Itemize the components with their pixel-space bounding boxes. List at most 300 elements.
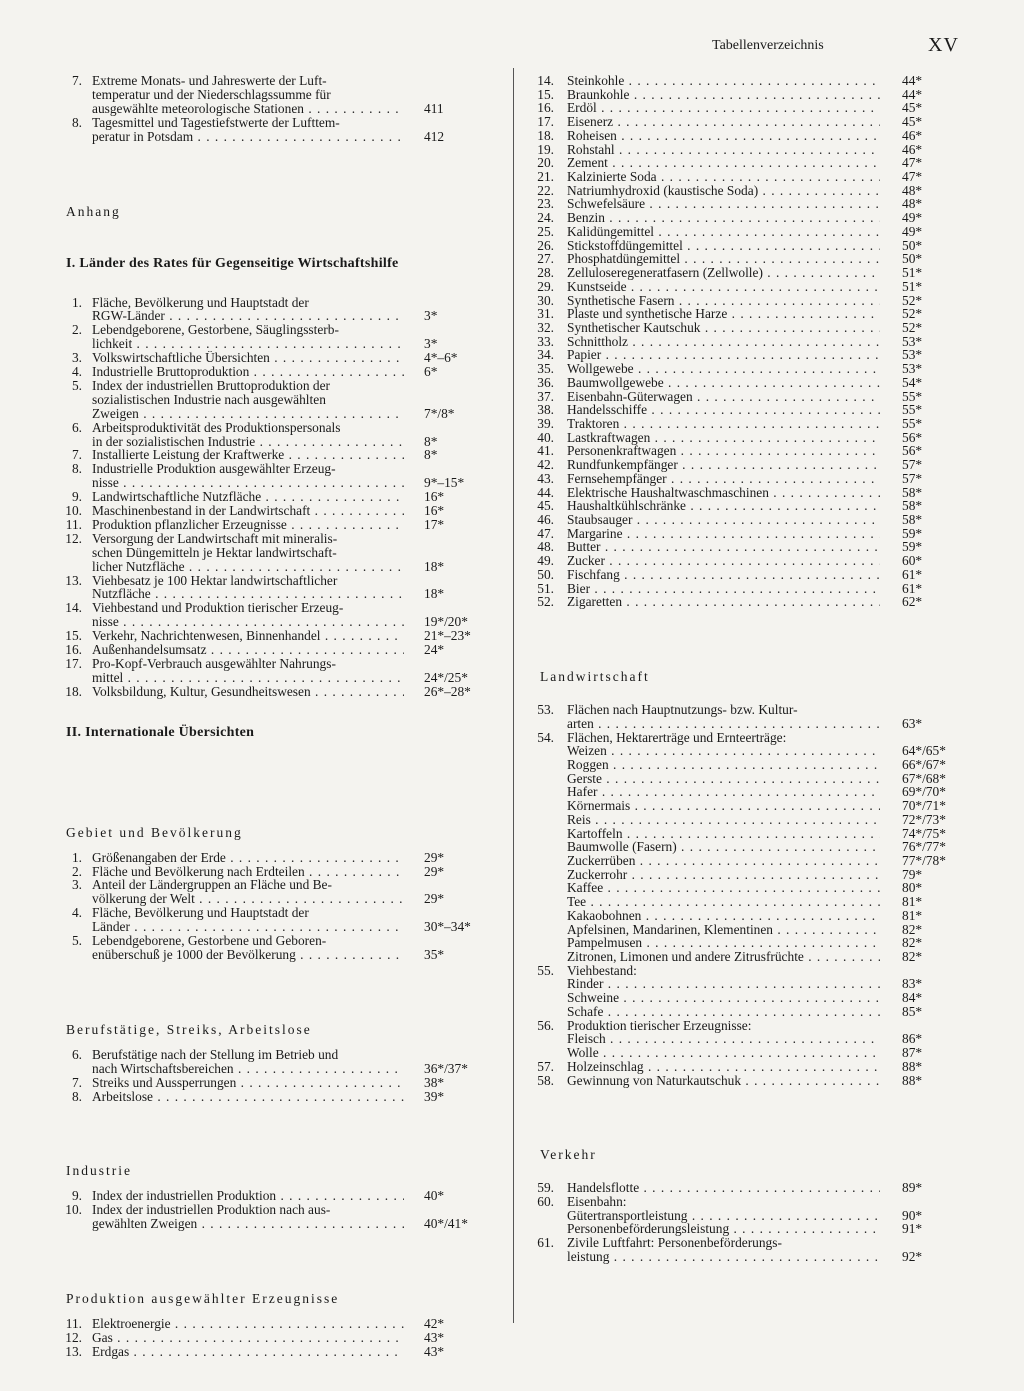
entry-title: Fläche, Bevölkerung und Hauptstadt der bbox=[92, 905, 309, 921]
entry-title: Zement . . . bbox=[567, 156, 880, 170]
toc-entry-line bbox=[0, 813, 1010, 827]
entry-title: Elektrische Haushaltwaschmaschinen . . . bbox=[567, 486, 880, 500]
entry-title: Synthetischer Kautschuk . . . bbox=[567, 321, 880, 335]
entry-page-number: 51* bbox=[902, 265, 923, 281]
entry-page-number: 92* bbox=[902, 1248, 923, 1264]
entry-page-number: 45* bbox=[902, 114, 923, 130]
entry-title: Plaste und synthetische Harze . . . bbox=[567, 307, 880, 321]
entry-title: nisse . . . bbox=[92, 615, 404, 629]
entry-page-number: 62* bbox=[902, 594, 923, 610]
entry-title: sozialistischen Industrie nach ausgewählten bbox=[92, 391, 326, 407]
entry-page-number: 24*/25* bbox=[424, 669, 468, 685]
section-heading: Anhang bbox=[66, 203, 121, 219]
entry-title: Butter . . . bbox=[567, 540, 880, 554]
toc-entry-line bbox=[0, 197, 1010, 211]
toc-entry-line bbox=[0, 1345, 500, 1359]
entry-page-number: 57* bbox=[902, 457, 923, 473]
entry-title: Margarine . . . bbox=[567, 527, 880, 541]
entry-page-number: 58* bbox=[902, 484, 923, 500]
entry-title: Zuckerrohr . . . bbox=[567, 868, 880, 882]
toc-entry-line bbox=[0, 280, 1010, 294]
entry-page-number: 42* bbox=[424, 1316, 445, 1332]
entry-number: 40. bbox=[537, 429, 554, 445]
entry-title: enüberschuß je 1000 der Bevölkerung . . . bbox=[92, 948, 404, 962]
entry-title: Staubsauger . . . bbox=[567, 513, 880, 527]
toc-entry-line bbox=[0, 294, 1010, 308]
entry-number: 61. bbox=[537, 1235, 554, 1251]
entry-number: 38. bbox=[537, 402, 554, 418]
entry-title: temperatur und der Niederschlagssumme für bbox=[92, 86, 331, 102]
entry-page-number: 56* bbox=[902, 429, 923, 445]
toc-entry-line bbox=[0, 991, 1010, 1005]
entry-page-number: 67*/68* bbox=[902, 770, 946, 786]
entry-number: 13. bbox=[65, 1343, 82, 1359]
toc-entry-line bbox=[0, 1222, 1010, 1236]
entry-page-number: 79* bbox=[902, 866, 923, 882]
entry-title: Tagesmittel und Tagestiefstwerte der Lufttem- bbox=[92, 114, 340, 130]
section-heading: Landwirtschaft bbox=[540, 669, 650, 685]
entry-number: 26. bbox=[537, 237, 554, 253]
entry-page-number: 59* bbox=[902, 525, 923, 541]
entry-number: 4. bbox=[71, 364, 82, 379]
entry-title: Landwirtschaftliche Nutzfläche . . . bbox=[92, 490, 404, 504]
entry-title: schen Düngemitteln je Hektar landwirtschaft- bbox=[92, 544, 337, 560]
toc-entry-line bbox=[0, 1250, 1010, 1264]
entry-page-number: 88* bbox=[902, 1058, 923, 1074]
entry-title: Personenbeförderungsleistung . . . bbox=[567, 1222, 880, 1236]
toc-entry-line bbox=[0, 540, 1010, 554]
toc-entry-line bbox=[0, 946, 1010, 965]
entry-title: Fläche und Bevölkerung nach Erdteilen . . . bbox=[92, 865, 404, 879]
entry-title: Reis . . . bbox=[567, 813, 880, 827]
toc-entry-line bbox=[0, 881, 1010, 895]
entry-page-number: 44* bbox=[902, 73, 923, 88]
entry-title: Kunstseide . . . bbox=[567, 280, 880, 294]
toc-entry-line bbox=[0, 225, 1010, 239]
entry-title: gewählten Zweigen . . . bbox=[92, 1217, 404, 1231]
entry-page-number: 30*–34* bbox=[424, 919, 471, 935]
entry-page-number: 18* bbox=[424, 586, 445, 602]
entry-number: 50. bbox=[537, 566, 554, 582]
toc-entry-line bbox=[0, 362, 1010, 376]
entry-page-number: 50* bbox=[902, 251, 923, 267]
entry-page-number: 76*/77* bbox=[902, 839, 946, 855]
entry-title: leistung . . . bbox=[567, 1250, 880, 1264]
entry-page-number: 3* bbox=[424, 308, 438, 324]
entry-title: Flächen, Hektarerträge und Ernteerträge: bbox=[567, 729, 787, 745]
toc-entry-line bbox=[0, 156, 1010, 170]
toc-entry-line bbox=[0, 717, 1010, 731]
toc-entry-line bbox=[0, 923, 1010, 937]
entry-title: Zigaretten . . . bbox=[567, 595, 880, 609]
toc-entry-line bbox=[0, 403, 1010, 417]
running-title: Tabellenverzeichnis bbox=[712, 38, 824, 53]
entry-page-number: 72*/73* bbox=[902, 811, 946, 827]
entry-page-number: 16* bbox=[424, 489, 445, 505]
entry-title: Produktion pflanzlicher Erzeugnisse . . . bbox=[92, 518, 404, 532]
entry-page-number: 47* bbox=[902, 169, 923, 185]
entry-number: 12. bbox=[65, 530, 82, 546]
toc-entry-line bbox=[0, 486, 1010, 500]
toc-entry-line bbox=[0, 964, 1010, 978]
entry-page-number: 43* bbox=[424, 1330, 445, 1345]
entry-title: Extreme Monats- und Jahreswerte der Luft- bbox=[92, 73, 327, 88]
toc-entry-line bbox=[0, 868, 1010, 882]
entry-title: Steinkohle . . . bbox=[567, 74, 880, 88]
entry-title: Verkehr, Nachrichtenwesen, Binnenhandel . . . bbox=[92, 629, 404, 643]
toc-entry-line bbox=[0, 458, 1010, 472]
toc-entry-line bbox=[0, 211, 1010, 225]
entry-title: in der sozialistischen Industrie . . . bbox=[92, 435, 404, 449]
entry-title: Roggen . . . bbox=[567, 758, 880, 772]
section-heading: II. Internationale Übersichten bbox=[66, 724, 255, 740]
entry-number: 1. bbox=[71, 849, 82, 865]
section-heading: Berufstätige, Streiks, Arbeitslose bbox=[66, 1021, 312, 1037]
entry-number: 9. bbox=[71, 489, 82, 505]
toc-entry-line bbox=[0, 472, 1010, 486]
entry-page-number: 40*/41* bbox=[424, 1216, 468, 1232]
toc-entry-line bbox=[0, 909, 1010, 923]
entry-page-number: 52* bbox=[902, 319, 923, 335]
entry-title: Index der industriellen Produktion . . . bbox=[92, 1189, 404, 1203]
entry-title: Viehbestand: bbox=[567, 962, 637, 978]
entry-number: 12. bbox=[65, 1330, 82, 1345]
entry-title: Lastkraftwagen . . . bbox=[567, 431, 880, 445]
entry-page-number: 60* bbox=[902, 553, 923, 569]
entry-page-number: 61* bbox=[902, 566, 923, 582]
entry-title: Kartoffeln . . . bbox=[567, 827, 880, 841]
entry-title: nach Wirtschaftsbereichen . . . bbox=[92, 1062, 404, 1076]
toc-entry-line bbox=[0, 527, 1010, 541]
entry-page-number: 412 bbox=[424, 128, 445, 144]
toc-entry-line bbox=[0, 1019, 1010, 1033]
entry-title: Volkswirtschaftliche Übersichten . . . bbox=[92, 351, 404, 365]
entry-title: Pro-Kopf-Verbrauch ausgewählter Nahrungs- bbox=[92, 655, 336, 671]
toc-entry-line bbox=[0, 703, 1010, 717]
page-header bbox=[0, 34, 1024, 58]
toc-entry-line bbox=[0, 266, 1010, 280]
entry-title: Versorgung der Landwirtschaft mit mineralis- bbox=[92, 530, 338, 546]
entry-number: 14. bbox=[65, 600, 82, 616]
toc-entry-line bbox=[0, 824, 1010, 841]
toc-entry-line bbox=[0, 854, 1010, 868]
entry-title: Haushaltkühlschränke . . . bbox=[567, 499, 880, 513]
entry-page-number: 70*/71* bbox=[902, 798, 946, 814]
entry-page-number: 82* bbox=[902, 935, 923, 951]
entry-title: Holzeinschlag . . . bbox=[567, 1060, 880, 1074]
toc-entry-line bbox=[0, 1074, 1010, 1088]
entry-title: Kakaobohnen . . . bbox=[567, 909, 880, 923]
entry-title: Viehbesatz je 100 Hektar landwirtschaftlicher bbox=[92, 572, 338, 588]
entry-number: 55. bbox=[537, 962, 554, 978]
entry-title: Schwefelsäure . . . bbox=[567, 197, 880, 211]
entry-page-number: 38* bbox=[424, 1074, 445, 1090]
entry-number: 60. bbox=[537, 1193, 554, 1209]
entry-title: Synthetische Fasern . . . bbox=[567, 294, 880, 308]
toc-entry-line bbox=[0, 115, 1010, 129]
entry-title: Rundfunkempfänger . . . bbox=[567, 458, 880, 472]
entry-number: 2. bbox=[71, 863, 82, 879]
toc-entry-line bbox=[0, 1032, 1010, 1046]
entry-number: 6. bbox=[71, 419, 82, 435]
entry-title: Industrielle Produktion ausgewählter Erzeug- bbox=[92, 461, 336, 477]
toc-entry-line bbox=[0, 239, 1010, 253]
entry-title: Nutzfläche . . . bbox=[92, 587, 404, 601]
toc-entry-line bbox=[0, 731, 1010, 745]
entry-page-number: 47* bbox=[902, 155, 923, 171]
entry-number: 24. bbox=[537, 210, 554, 226]
entry-title: Index der industriellen Produktion nach aus- bbox=[92, 1202, 331, 1218]
entry-page-number: 64*/65* bbox=[902, 743, 946, 759]
entry-number: 58. bbox=[537, 1072, 554, 1088]
entry-number: 5. bbox=[71, 933, 82, 948]
entry-page-number: 55* bbox=[902, 388, 923, 404]
entry-title: Arbeitsproduktivität des Produktionspersonals bbox=[92, 419, 341, 435]
entry-page-number: 91* bbox=[902, 1221, 923, 1237]
entry-number: 22. bbox=[537, 182, 554, 198]
entry-title: Traktoren . . . bbox=[567, 417, 880, 431]
entry-page-number: 53* bbox=[902, 361, 923, 377]
entry-number: 11. bbox=[65, 516, 82, 532]
entry-page-number: 18* bbox=[424, 558, 445, 574]
entry-title: Zuckerrüben . . . bbox=[567, 854, 880, 868]
toc-entry-line bbox=[0, 444, 1010, 458]
toc-entry-line bbox=[0, 499, 1010, 513]
entry-page-number: 24* bbox=[424, 642, 445, 657]
entry-title: Tee . . . bbox=[567, 895, 880, 909]
toc-entry-line bbox=[0, 348, 1010, 362]
entry-number: 37. bbox=[537, 388, 554, 404]
entry-title: Index der industriellen Bruttoproduktion der bbox=[92, 377, 331, 393]
toc-entry-line bbox=[0, 143, 1010, 157]
entry-title: Apfelsinen, Mandarinen, Klementinen . . . bbox=[567, 923, 880, 937]
entry-page-number: 4*–6* bbox=[424, 350, 458, 366]
entry-page-number: 81* bbox=[902, 907, 923, 923]
entry-title: Schweine . . . bbox=[567, 991, 880, 1005]
toc-entry-line bbox=[0, 333, 1010, 352]
entry-page-number: 48* bbox=[902, 196, 923, 212]
entry-title: Weizen . . . bbox=[567, 744, 880, 758]
toc-entry-line bbox=[0, 657, 500, 671]
entry-page-number: 56* bbox=[902, 443, 923, 459]
toc-entry-line bbox=[0, 1236, 1010, 1250]
entry-title: Fleisch . . . bbox=[567, 1032, 880, 1046]
toc-entry-line bbox=[0, 170, 1010, 184]
entry-number: 5. bbox=[71, 377, 82, 393]
toc-entry-line bbox=[0, 306, 1010, 324]
entry-number: 16. bbox=[537, 100, 554, 116]
toc-entry-line bbox=[0, 785, 1010, 799]
section-heading: Industrie bbox=[66, 1163, 132, 1179]
entry-title: Handelsschiffe . . . bbox=[567, 403, 880, 417]
entry-title: Zelluloseregeneratfasern (Zellwolle) . . . bbox=[567, 266, 880, 280]
entry-page-number: 90* bbox=[902, 1207, 923, 1223]
entry-title: licher Nutzfläche . . . bbox=[92, 560, 404, 574]
entry-title: Fernsehempfänger . . . bbox=[567, 472, 880, 486]
entry-page-number: 36*/37* bbox=[424, 1060, 468, 1076]
entry-number: 48. bbox=[537, 539, 554, 555]
entry-number: 42. bbox=[537, 457, 554, 473]
section-heading: Gebiet und Bevölkerung bbox=[66, 824, 243, 840]
entry-title: Maschinenbestand in der Landwirtschaft . . . bbox=[92, 504, 404, 518]
section-heading: Verkehr bbox=[540, 1147, 597, 1163]
entry-number: 28. bbox=[537, 265, 554, 281]
entry-title: Fläche, Bevölkerung und Hauptstadt der bbox=[92, 294, 309, 310]
toc-entry-line bbox=[0, 1090, 500, 1104]
entry-number: 20. bbox=[537, 155, 554, 171]
entry-title: Anteil der Ländergruppen an Fläche und Be- bbox=[92, 877, 332, 893]
entry-page-number: 45* bbox=[902, 100, 923, 116]
entry-number: 15. bbox=[537, 86, 554, 102]
entry-page-number: 44* bbox=[902, 86, 923, 102]
entry-title: arten . . . bbox=[567, 717, 880, 731]
entry-title: Produktion tierischer Erzeugnisse: bbox=[567, 1017, 752, 1033]
entry-page-number: 52* bbox=[902, 292, 923, 308]
entry-title: Länder . . . bbox=[92, 920, 404, 934]
toc-entry-line bbox=[0, 671, 500, 685]
entry-title: Erdgas . . . bbox=[92, 1345, 404, 1359]
entry-title: Körnermais . . . bbox=[567, 799, 880, 813]
entry-page-number: 49* bbox=[902, 223, 923, 239]
entry-title: Gerste . . . bbox=[567, 772, 880, 786]
entry-number: 51. bbox=[537, 580, 554, 596]
entry-page-number: 21*–23* bbox=[424, 628, 471, 644]
toc-entry-line bbox=[0, 1195, 1010, 1209]
entry-page-number: 84* bbox=[902, 990, 923, 1006]
toc-entry-line bbox=[0, 977, 1010, 991]
entry-page-number: 39* bbox=[424, 1088, 445, 1104]
entry-number: 57. bbox=[537, 1058, 554, 1074]
entry-page-number: 66*/67* bbox=[902, 756, 946, 772]
entry-number: 2. bbox=[71, 322, 82, 338]
entry-page-number: 50* bbox=[902, 237, 923, 253]
entry-number: 52. bbox=[537, 594, 554, 610]
entry-title: Braunkohle . . . bbox=[567, 88, 880, 102]
toc-entry-line bbox=[0, 390, 1010, 404]
entry-page-number: 17* bbox=[424, 516, 445, 532]
toc-entry-line bbox=[0, 431, 1010, 445]
entry-title: Kalzinierte Soda . . . bbox=[567, 170, 880, 184]
entry-title: Wollgewebe . . . bbox=[567, 362, 880, 376]
entry-title: Stickstoffdüngemittel . . . bbox=[567, 239, 880, 253]
entry-number: 18. bbox=[537, 127, 554, 143]
entry-title: Personenkraftwagen . . . bbox=[567, 444, 880, 458]
entry-number: 43. bbox=[537, 470, 554, 486]
entry-title: Rohstahl . . . bbox=[567, 143, 880, 157]
toc-entry-line bbox=[0, 1331, 500, 1345]
entry-title: Außenhandelsumsatz . . . bbox=[92, 643, 404, 657]
entry-number: 18. bbox=[65, 683, 82, 699]
entry-number: 46. bbox=[537, 512, 554, 528]
toc-entry-line bbox=[0, 1060, 1010, 1074]
toc-entry-line bbox=[0, 1046, 1010, 1060]
entry-title: Industrielle Bruttoproduktion . . . bbox=[92, 365, 404, 379]
entry-title: Rinder . . . bbox=[567, 977, 880, 991]
toc-entry-line bbox=[0, 772, 1010, 786]
entry-title: Hafer . . . bbox=[567, 785, 880, 799]
toc-entry-line bbox=[0, 629, 500, 643]
toc-entry-line bbox=[0, 568, 1010, 582]
entry-title: Natriumhydroxid (kaustische Soda) . . . bbox=[567, 184, 880, 198]
entry-page-number: 6* bbox=[424, 364, 438, 379]
entry-number: 23. bbox=[537, 196, 554, 212]
entry-page-number: 29* bbox=[424, 849, 445, 865]
entry-page-number: 43* bbox=[424, 1343, 445, 1359]
entry-title: Schafe . . . bbox=[567, 1005, 880, 1019]
entry-page-number: 82* bbox=[902, 921, 923, 937]
entry-title: Baumwolle (Fasern) . . . bbox=[567, 840, 880, 854]
entry-title: Benzin . . . bbox=[567, 211, 880, 225]
entry-number: 34. bbox=[537, 347, 554, 363]
entry-title: Schnittholz . . . bbox=[567, 335, 880, 349]
entry-title: Flächen nach Hauptnutzungs- bzw. Kultur- bbox=[567, 702, 798, 718]
toc-entry-line bbox=[0, 744, 1010, 758]
entry-page-number: 58* bbox=[902, 498, 923, 514]
entry-page-number: 82* bbox=[902, 949, 923, 965]
entry-number: 31. bbox=[537, 306, 554, 322]
entry-number: 6. bbox=[71, 1046, 82, 1062]
entry-page-number: 69*/70* bbox=[902, 784, 946, 800]
entry-number: 1. bbox=[71, 294, 82, 310]
entry-page-number: 49* bbox=[902, 210, 923, 226]
entry-page-number: 19*/20* bbox=[424, 614, 468, 630]
entry-title: Eisenerz . . . bbox=[567, 115, 880, 129]
entry-title: völkerung der Welt . . . bbox=[92, 892, 404, 906]
entry-title: lichkeit . . . bbox=[92, 337, 404, 351]
entry-page-number: 55* bbox=[902, 416, 923, 431]
entry-title: Lebendgeborene, Gestorbene und Geboren- bbox=[92, 933, 327, 948]
entry-number: 16. bbox=[65, 642, 82, 657]
entry-number: 35. bbox=[537, 361, 554, 377]
toc-entry-line bbox=[0, 88, 1010, 102]
entry-title: Phosphatdüngemittel . . . bbox=[567, 252, 880, 266]
toc-entry-line bbox=[0, 319, 1010, 338]
entry-number: 10. bbox=[65, 503, 82, 518]
entry-title: Kaffee . . . bbox=[567, 881, 880, 895]
entry-title: Wolle . . . bbox=[567, 1046, 880, 1060]
entry-title: Gütertransportleistung . . . bbox=[567, 1209, 880, 1223]
entry-page-number: 81* bbox=[902, 894, 923, 910]
toc-entry-line bbox=[0, 1005, 1010, 1019]
toc-entry-line bbox=[0, 376, 1010, 390]
entry-title: Elektroenergie . . . bbox=[92, 1317, 404, 1331]
entry-page-number: 58* bbox=[902, 512, 923, 528]
entry-number: 39. bbox=[537, 416, 554, 431]
entry-page-number: 83* bbox=[902, 976, 923, 992]
entry-number: 56. bbox=[537, 1017, 554, 1033]
toc-entry-line bbox=[0, 1209, 1010, 1223]
entry-number: 3. bbox=[71, 350, 82, 366]
entry-number: 45. bbox=[537, 498, 554, 514]
entry-page-number: 89* bbox=[902, 1180, 923, 1196]
toc-entry-line bbox=[0, 643, 500, 657]
entry-number: 33. bbox=[537, 333, 554, 349]
entry-number: 13. bbox=[65, 572, 82, 588]
entry-number: 7. bbox=[71, 73, 82, 88]
page-number: XV bbox=[928, 34, 959, 56]
toc-entry-line bbox=[0, 895, 1010, 909]
entry-title: Arbeitslose . . . bbox=[92, 1090, 404, 1104]
entry-title: Pampelmusen . . . bbox=[567, 936, 880, 950]
entry-number: 11. bbox=[65, 1316, 82, 1332]
entry-page-number: 86* bbox=[902, 1031, 923, 1047]
entry-number: 17. bbox=[65, 655, 82, 671]
entry-page-number: 57* bbox=[902, 470, 923, 486]
toc-entry-line bbox=[0, 1317, 500, 1331]
entry-page-number: 9*–15* bbox=[424, 475, 465, 491]
entry-title: Berufstätige nach der Stellung im Betrieb und bbox=[92, 1046, 339, 1062]
entry-number: 17. bbox=[537, 114, 554, 130]
